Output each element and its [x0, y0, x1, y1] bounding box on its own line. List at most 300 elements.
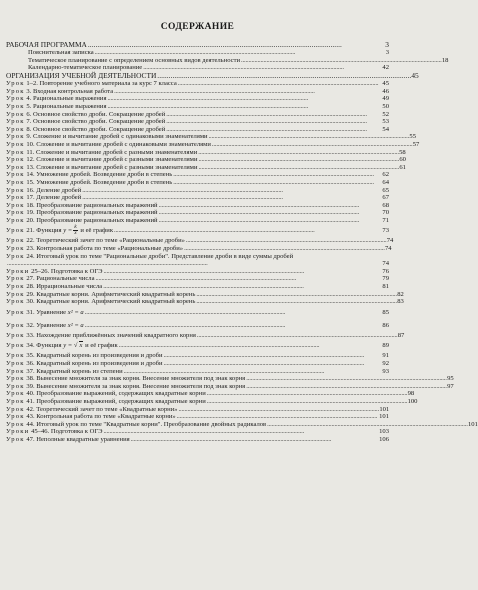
toc-entry-label: [6, 80, 177, 88]
toc-entry: [6, 133, 416, 141]
leader-dots: [107, 103, 381, 111]
entry-text: Тематическое планирование с определением основных видов деятельности: [28, 56, 241, 64]
lesson-prefix: Урок: [6, 148, 25, 156]
formula-lhs: y =: [63, 342, 73, 350]
toc-entry: [6, 56, 449, 65]
toc-entry-label: [6, 383, 245, 391]
formula: x² = a: [67, 321, 84, 329]
toc-entry-label: [6, 398, 206, 406]
lesson-prefix: Урок: [6, 95, 25, 103]
lesson-prefix: Урок: [6, 360, 25, 367]
page-number: 101: [379, 405, 390, 413]
toc-entry-label: [6, 339, 118, 352]
toc-entry-label: [6, 156, 197, 164]
toc-entry: [6, 103, 389, 111]
page-number: 46: [382, 87, 389, 95]
page-number: 53: [382, 118, 389, 126]
leader-dots: [166, 111, 381, 119]
toc-entry: [6, 275, 389, 283]
lesson-prefix: Урок: [6, 245, 25, 253]
page-number: 42: [382, 64, 389, 72]
lesson-prefix: Урок: [6, 201, 25, 209]
leader-dots: [95, 49, 385, 57]
entry-text: 33. Нахождение приближённых значений квадратного корня: [26, 331, 196, 339]
lesson-prefix: Урок: [6, 308, 25, 316]
entry-text: 3. Входная контрольная работа: [26, 87, 114, 95]
toc-entry-label: [6, 436, 130, 444]
leader-dots: [198, 156, 398, 164]
page-number: 60: [399, 156, 406, 164]
lesson-prefix: Урок: [6, 405, 25, 413]
leader-dots: [177, 413, 378, 421]
toc-entry: [6, 171, 389, 179]
leader-dots: [212, 141, 412, 149]
leader-dots: [82, 194, 381, 202]
entry-text: 1–2. Повторение учебного материала за курс 7 класса: [26, 80, 177, 88]
page-number: 61: [399, 163, 406, 171]
leader-dots: [178, 406, 378, 414]
leader-dots: [164, 360, 382, 368]
toc-entry-label: [6, 111, 165, 119]
formula: x² = a: [67, 308, 84, 316]
page-title: СОДЕРЖАНИЕ: [160, 22, 235, 32]
toc-entry: [6, 397, 418, 406]
toc-entry: [6, 306, 389, 319]
entry-text: 5. Рациональные выражения: [26, 102, 107, 110]
entry-text: ОРГАНИЗАЦИЯ УЧЕБНОЙ ДЕЯТЕЛЬНОСТИ: [6, 70, 157, 80]
leader-dots: [166, 126, 381, 134]
leader-dots: [246, 383, 446, 391]
toc-entry-label: [6, 141, 211, 149]
toc-entry: [6, 382, 454, 391]
page-number: 76: [382, 267, 389, 275]
lesson-prefix: Урок: [6, 331, 25, 339]
leader-dots: [246, 375, 446, 383]
leader-dots: [159, 217, 382, 225]
entry-text: 25–26. Подготовка к ОГЭ: [31, 267, 103, 275]
toc-entry: [6, 41, 389, 49]
entry-text: 19. Преобразование рациональных выражений: [26, 209, 158, 217]
toc-entry-label: [6, 360, 163, 368]
lesson-prefix: Урок: [6, 140, 25, 148]
entry-text: 8. Основное свойство дроби. Сокращение дробей: [26, 125, 166, 133]
toc-entry: [6, 70, 419, 80]
entry-text: 12. Сложение и вычитание дробей с разными знаменателями: [26, 156, 198, 164]
lesson-prefix: Урок: [6, 227, 25, 235]
page-number: 95: [447, 375, 454, 383]
entry-text: 29. Квадратные корни. Арифметический квадратный корень: [26, 290, 196, 298]
lesson-prefix: Урок: [6, 156, 25, 164]
leader-dots: [198, 149, 398, 157]
toc-entry-label: [6, 413, 176, 421]
toc-entry-label: [6, 72, 156, 80]
entry-text: Пояснительная записка: [28, 49, 94, 57]
toc-entry-label: [6, 202, 158, 210]
page-number: 18: [441, 56, 449, 64]
leader-dots: [82, 187, 381, 195]
page-number: 101: [379, 413, 389, 421]
formula: [63, 223, 79, 237]
toc-entry: [6, 118, 389, 126]
lesson-prefix: Урок: [6, 237, 25, 245]
leader-dots: [207, 390, 407, 398]
leader-dots: [209, 133, 409, 141]
lesson-prefix: Урок: [6, 290, 25, 298]
toc-entry: [6, 428, 389, 436]
entry-text: 47. Неполные квадратные уравнения: [26, 435, 130, 443]
lesson-prefix: Урок: [6, 375, 25, 383]
toc-entry: [6, 245, 392, 253]
page-number: 91: [382, 352, 389, 360]
lesson-prefix: Урок: [6, 413, 25, 421]
lesson-prefix: Урок: [6, 80, 25, 88]
lesson-prefix: Урок: [6, 367, 25, 375]
toc-entry: [6, 156, 406, 164]
lesson-prefix: Урок: [6, 352, 25, 360]
lesson-prefix: Урок: [6, 125, 25, 133]
lesson-prefix: Уроки: [6, 267, 30, 275]
leader-dots: [164, 352, 382, 360]
entry-text: 6. Основное свойство дроби. Сокращение дробей: [26, 110, 166, 118]
toc-entry-label: [6, 133, 208, 141]
toc-entry-label: [6, 187, 81, 195]
toc-entry: [6, 331, 405, 340]
page-number: 55: [409, 133, 416, 141]
page-number: 79: [382, 275, 389, 283]
leader-dots: [173, 171, 381, 179]
entry-text: Календарно-тематическое планирование: [28, 64, 143, 72]
toc-entry: [6, 298, 404, 306]
toc-entry-label: [6, 298, 195, 306]
radical-sign: √: [72, 342, 78, 350]
toc-entry: [6, 368, 389, 376]
formula-lhs: y =: [63, 227, 73, 235]
entry-text: 14. Умножение дробей. Возведение дроби в степень: [26, 171, 173, 179]
page-number: 65: [382, 186, 389, 194]
lesson-prefix: Урок: [6, 382, 25, 390]
page-number: 70: [382, 209, 389, 217]
toc-entry: [6, 339, 389, 352]
toc-entry-label: [6, 194, 81, 202]
entry-text: 31. Уравнение: [26, 308, 67, 316]
entry-text: 37. Квадратный корень из степени: [26, 367, 123, 375]
page-number: 98: [407, 390, 415, 398]
page-number: 82: [397, 290, 404, 298]
lesson-prefix: Урок: [6, 275, 25, 283]
toc-entry: [6, 194, 389, 202]
entry-text: 34. Функция: [26, 342, 62, 350]
leader-dots: [104, 268, 382, 276]
page-number: 45: [411, 70, 419, 80]
leader-dots: [119, 339, 382, 352]
leader-dots: [7, 260, 381, 268]
page-number: 57: [412, 140, 420, 148]
page-number: 73: [382, 227, 389, 235]
toc-entry-label: [6, 245, 183, 253]
entry-text: 15. Умножение дробей. Возведение дроби в степень: [26, 178, 173, 186]
leader-dots: [85, 319, 382, 332]
toc-entry-label: [28, 49, 94, 57]
toc-entry: [6, 360, 389, 368]
lesson-prefix: Урок: [6, 110, 25, 118]
entry-text-after: и её график: [85, 342, 118, 350]
entry-text: 45–46. Подготовка к ОГЭ: [31, 428, 103, 436]
fraction: [73, 225, 77, 237]
toc-entry-label: [6, 171, 172, 179]
radical-argument: x: [79, 342, 83, 350]
toc-entry: [6, 126, 389, 134]
page-number: 74: [384, 245, 392, 253]
page-number: 71: [382, 216, 389, 224]
page-number: 100: [407, 397, 418, 405]
lesson-prefix: Урок: [6, 178, 25, 186]
toc-entry-label: [6, 224, 113, 237]
lesson-prefix: Урок: [6, 420, 25, 428]
leader-dots: [207, 398, 407, 406]
entry-text: 24. Итоговый урок по теме "Рациональные дроби". Представление дроби в виде суммы дробей: [26, 252, 294, 260]
page-number: 62: [382, 171, 389, 179]
toc-entry-label: [28, 57, 240, 65]
leader-dots: [157, 72, 410, 80]
toc-entry: [6, 319, 389, 332]
entry-text: 41. Преобразование выражений, содержащих квадратные корни: [26, 397, 206, 405]
leader-dots: [173, 179, 381, 187]
formula: [63, 342, 83, 349]
lesson-prefix: Урок: [6, 194, 25, 202]
page-number: 93: [382, 367, 389, 375]
toc-entry-label: [6, 390, 206, 398]
toc-entry-label: [6, 41, 87, 49]
toc-entry-label: [6, 283, 102, 291]
entry-text: РАБОЧАЯ ПРОГРАММА: [6, 40, 87, 49]
page-number: 52: [382, 110, 389, 118]
leader-dots: [131, 436, 378, 444]
toc-entry: [6, 390, 415, 398]
leader-dots: [198, 164, 398, 172]
toc-entry: [6, 290, 404, 299]
fraction-numerator: k: [74, 223, 77, 230]
leader-dots: [114, 88, 381, 96]
entry-text: 39. Вынесение множителя за знак корня. Внесение множителя под знак корня: [26, 382, 246, 390]
lesson-prefix: Урок: [6, 171, 25, 179]
page-number: 49: [382, 95, 389, 103]
page-number: 3: [385, 40, 389, 49]
lesson-prefix: Урок: [6, 209, 25, 217]
toc-entry-label: [6, 306, 84, 319]
toc-entry: [6, 217, 389, 225]
toc-entry-label: [6, 179, 172, 187]
entry-text: 18. Преобразование рациональных выражений: [26, 201, 158, 209]
entry-text: 36. Квадратный корень из произведения и дроби: [26, 360, 163, 367]
lesson-prefix: Урок: [6, 87, 25, 95]
entry-text: 35. Квадратный корень из произведения и дроби: [26, 352, 163, 360]
entry-text: 16. Деление дробей: [26, 186, 82, 194]
toc-entry-label: [6, 126, 165, 134]
entry-text: 38. Вынесение множителя за знак корня. Внесение множителя под знак корня: [26, 375, 246, 383]
entry-text: 21. Функция: [26, 227, 62, 235]
leader-dots: [267, 421, 467, 429]
toc-entry: [6, 49, 389, 57]
toc-entry: [6, 352, 389, 360]
page-number: 85: [382, 308, 389, 316]
page-number: 54: [382, 125, 389, 133]
entry-text: 11. Сложение и вычитание дробей с разными знаменателями: [26, 148, 198, 156]
toc-entry: [6, 187, 389, 195]
entry-text: 42. Теоретический зачет по теме «Квадратные корни»: [26, 405, 178, 413]
lesson-prefix: Уроки: [6, 428, 30, 436]
page-number: 89: [382, 342, 389, 350]
leader-dots: [196, 298, 396, 306]
toc-entry: [6, 237, 394, 245]
page-number: 92: [382, 360, 389, 367]
lesson-prefix: Урок: [6, 283, 25, 291]
page-number: 83: [397, 298, 404, 306]
page-number: 86: [382, 321, 389, 329]
toc-entry: [6, 80, 389, 88]
lesson-prefix: Урок: [6, 102, 25, 110]
toc-entry-label: [6, 237, 185, 245]
leader-dots: [197, 332, 397, 340]
toc-entry: [6, 375, 454, 383]
lesson-prefix: Урок: [6, 216, 25, 224]
leader-dots: [184, 245, 384, 253]
toc-entry-label: [6, 118, 165, 126]
toc-entry: [6, 406, 389, 414]
toc-entry-label: [6, 95, 106, 103]
leader-dots: [159, 209, 382, 217]
toc-entry: [6, 202, 389, 210]
page-number: 68: [382, 201, 389, 209]
leader-dots: [104, 428, 379, 436]
entry-text: 22. Теоретический зачет по теме «Рациональные дроби»: [26, 237, 185, 245]
toc-entry-label: [6, 103, 106, 111]
page-number: 97: [447, 382, 454, 390]
toc-entry: [6, 420, 478, 429]
page-number: 74: [386, 237, 394, 245]
lesson-prefix: Урок: [6, 321, 25, 329]
toc-entry: [6, 179, 389, 187]
page-number: 58: [399, 148, 406, 156]
toc-entry-label: [6, 217, 158, 225]
entry-text: 43. Контрольная работа по теме «Квадратные корни»: [26, 413, 176, 421]
toc-entry: [6, 209, 389, 217]
leader-dots: [196, 291, 396, 299]
entry-text: 17. Деление дробей: [26, 194, 82, 202]
page-number: 3: [385, 49, 389, 57]
leader-dots: [159, 202, 382, 210]
entry-text: 30. Квадратные корни. Арифметический квадратный корень: [26, 298, 196, 306]
toc-entry: [6, 283, 389, 291]
lesson-prefix: Урок: [6, 390, 25, 398]
toc-entry-label: [6, 209, 158, 217]
lesson-prefix: Урок: [6, 397, 25, 405]
toc-entry: [6, 88, 389, 96]
page-number: 103: [379, 428, 389, 436]
entry-text: 32. Уравнение: [26, 321, 67, 329]
leader-dots: [124, 368, 382, 376]
leader-dots: [88, 41, 384, 49]
entry-text-after: и её график: [80, 227, 114, 235]
entry-text: 10. Сложение и вычитание дробей с одинаковыми знаменателями: [26, 140, 211, 148]
toc-entry: [6, 111, 389, 119]
toc-entry: [6, 140, 420, 149]
toc-entry-label: [6, 406, 177, 414]
leader-dots: [166, 118, 381, 126]
toc-entry-label: [6, 352, 163, 360]
lesson-prefix: Урок: [6, 435, 25, 443]
entry-text: 44. Итоговый урок по теме "Квадратные корни". Преобразование двойных радикалов: [26, 420, 267, 428]
page-number: 50: [382, 102, 389, 110]
leader-dots: [186, 237, 386, 245]
toc-entry-label: [6, 421, 266, 429]
page-number: 81: [382, 283, 389, 291]
toc-entry: [6, 268, 389, 276]
toc-entry-label: [6, 375, 245, 383]
toc-entry-label: [6, 275, 95, 283]
page-number: 45: [382, 80, 389, 88]
page-number: 87: [397, 331, 405, 339]
entry-text: 4. Рациональные выражения: [26, 95, 107, 103]
lesson-prefix: Урок: [6, 133, 25, 141]
toc-entry: [6, 148, 406, 157]
entry-text: 28. Иррациональные числа: [26, 283, 103, 291]
table-of-contents: [6, 40, 478, 444]
toc-entry-label: [6, 253, 293, 261]
toc-entry: [6, 436, 389, 444]
leader-dots: [103, 283, 381, 291]
entry-text: 13. Сложение и вычитание дробей с разными знаменателями: [26, 163, 198, 171]
toc-entry-label: [6, 368, 123, 376]
leader-dots: [178, 80, 382, 88]
lesson-prefix: Урок: [6, 342, 25, 350]
toc-entry: [6, 95, 389, 103]
lesson-prefix: Урок: [6, 118, 25, 126]
entry-text: 40. Преобразование выражений, содержащих квадратные корни: [26, 390, 206, 398]
toc-entry: [6, 224, 389, 237]
leader-dots: [114, 224, 381, 237]
entry-text: 20. Преобразование рациональных выражений: [26, 216, 158, 224]
lesson-prefix: Урок: [6, 298, 25, 306]
toc-entry-label: [6, 149, 197, 157]
entry-text: 9. Сложение и вычитание дробей с одинаковыми знаменателями: [26, 133, 208, 141]
entry-text: 7. Основное свойство дроби. Сокращение дробей: [26, 118, 166, 126]
toc-entry-label: [6, 332, 196, 340]
leader-dots: [96, 275, 382, 283]
toc-entry-label: [6, 164, 197, 172]
toc-entry-label: [6, 428, 103, 436]
toc-entry-label: [6, 268, 103, 276]
lesson-prefix: Урок: [6, 252, 25, 260]
toc-entry: [6, 413, 389, 421]
toc-entry-label: [6, 88, 113, 96]
toc-entry: [6, 163, 406, 172]
page-number: 101: [468, 420, 478, 428]
entry-text: 23. Контрольная работа по теме «Рациональные дроби»: [26, 245, 184, 253]
fraction-denominator: x: [74, 230, 77, 237]
page-number: 64: [382, 178, 389, 186]
entry-text: 27. Рациональные числа: [26, 275, 95, 283]
leader-dots: [107, 95, 381, 103]
page-number: 74: [382, 260, 389, 268]
lesson-prefix: Урок: [6, 163, 25, 171]
toc-entry: [6, 253, 389, 268]
toc-entry-label: [6, 319, 84, 332]
lesson-prefix: Урок: [6, 186, 25, 194]
leader-dots: [241, 57, 441, 65]
page-number: 106: [379, 435, 389, 443]
toc-entry-label: [6, 291, 195, 299]
leader-dots: [85, 306, 382, 319]
